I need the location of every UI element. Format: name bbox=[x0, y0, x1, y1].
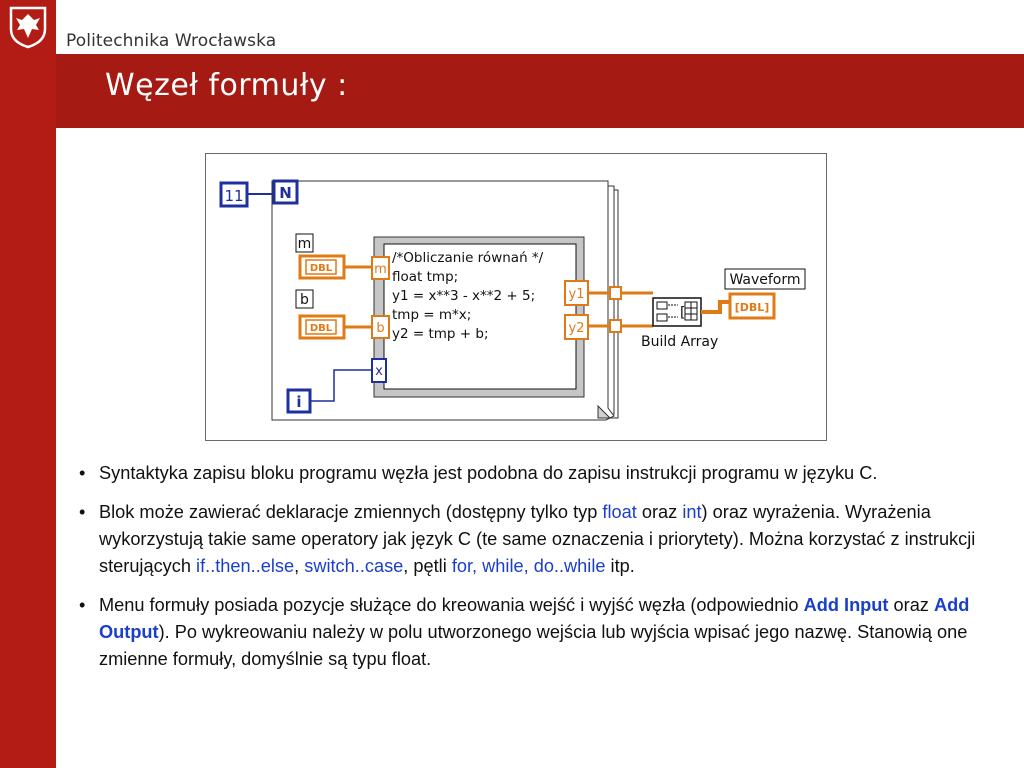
bullet-text: Syntaktyka zapisu bloku programu węzła jest podobna do zapisu instrukcji programu w języku C. bbox=[99, 463, 878, 483]
bullet-text: , pętli bbox=[403, 556, 452, 576]
svg-text:DBL: DBL bbox=[309, 323, 333, 334]
slide-title: Węzeł formuły : bbox=[105, 68, 348, 103]
bullet-text: Menu formuły posiada pozycje służące do kreowania wejść i wyjść węzła (odpowiednio bbox=[99, 595, 804, 615]
svg-text:tmp = m*x;: tmp = m*x; bbox=[392, 307, 472, 323]
node-input-x bbox=[372, 359, 386, 382]
waveform-indicator bbox=[730, 294, 774, 318]
svg-text:DBL: DBL bbox=[309, 263, 333, 274]
dbl-control-m bbox=[300, 256, 344, 278]
svg-text:[: [ bbox=[680, 305, 686, 321]
svg-text:[DBL]: [DBL] bbox=[734, 301, 770, 314]
svg-text:N: N bbox=[279, 184, 292, 202]
node-output-y1 bbox=[565, 281, 588, 305]
svg-text:x: x bbox=[375, 364, 383, 379]
keyword-if-then-else: if..then..else bbox=[196, 556, 295, 576]
bullet-text: itp. bbox=[605, 556, 635, 576]
bullet-text: Blok może zawierać deklaracje zmiennych (dostępny tylko typ bbox=[99, 502, 603, 522]
svg-text:y2 = tmp + b;: y2 = tmp + b; bbox=[392, 326, 489, 342]
waveform-label bbox=[725, 269, 805, 289]
keyword-int: int bbox=[682, 502, 702, 522]
build-array-node bbox=[653, 298, 701, 326]
node-output-y2 bbox=[565, 315, 588, 339]
build-array-label: Build Array bbox=[641, 334, 719, 350]
loop-n-terminal bbox=[274, 181, 297, 203]
eagle-crest-icon bbox=[8, 5, 48, 49]
bullet-item-syntax bbox=[72, 460, 992, 487]
node-input-m bbox=[372, 257, 389, 279]
svg-text:m: m bbox=[297, 236, 312, 252]
keyword-add-output: Add Output bbox=[99, 595, 970, 642]
bullet-dot: • bbox=[79, 502, 86, 522]
bullet-text: ) oraz wyrażenia. Wyrażenia wykorzystują takie same operatory jak język C (te same oznaczenia i priorytety). Można korzystać z instrukcji sterujących bbox=[99, 502, 976, 576]
bullet-text: , bbox=[294, 556, 305, 576]
bullet-item-menu bbox=[72, 592, 992, 673]
formula-node-diagram bbox=[205, 153, 827, 441]
bullet-dot: • bbox=[79, 595, 86, 615]
input-b-label bbox=[296, 290, 313, 308]
svg-text:i: i bbox=[296, 393, 302, 411]
svg-text:y1: y1 bbox=[568, 287, 585, 302]
svg-text:b: b bbox=[376, 321, 385, 336]
org-name: Politechnika Wrocławska bbox=[66, 31, 277, 51]
svg-text:b: b bbox=[300, 292, 309, 308]
bullet-list bbox=[72, 460, 992, 685]
bullet-dot: • bbox=[79, 463, 86, 483]
svg-text:/*Obliczanie równań */: /*Obliczanie równań */ bbox=[392, 250, 544, 266]
loop-count-constant bbox=[221, 183, 247, 206]
keyword-float: float bbox=[602, 502, 637, 522]
svg-text:m: m bbox=[374, 262, 387, 277]
svg-text:Waveform: Waveform bbox=[729, 272, 801, 288]
svg-text:11: 11 bbox=[224, 187, 244, 205]
bullet-text: ). Po wykreowaniu należy w polu utworzonego wejścia lub wyjścia wpisać jego nazwę. Stanowią one zmienne formuły, domyślnie są typu float. bbox=[99, 622, 968, 669]
dbl-control-b bbox=[300, 316, 344, 338]
bullet-item-declarations bbox=[72, 499, 992, 580]
bullet-text: oraz bbox=[636, 502, 683, 522]
svg-text:y1 = x**3 - x**2 + 5;: y1 = x**3 - x**2 + 5; bbox=[392, 288, 536, 304]
bullet-text: oraz bbox=[888, 595, 934, 615]
loop-i-terminal bbox=[288, 390, 310, 412]
university-logo bbox=[0, 0, 56, 54]
input-m-label bbox=[296, 234, 313, 252]
svg-text:y2: y2 bbox=[568, 321, 585, 336]
keyword-switch-case: switch..case bbox=[304, 556, 404, 576]
keyword-loops: for, while, do..while bbox=[451, 556, 606, 576]
left-brand-strip bbox=[0, 0, 56, 768]
svg-text:float tmp;: float tmp; bbox=[392, 269, 459, 285]
node-input-b bbox=[372, 316, 389, 338]
formula-node bbox=[374, 237, 584, 397]
keyword-add-input: Add Input bbox=[803, 595, 889, 615]
